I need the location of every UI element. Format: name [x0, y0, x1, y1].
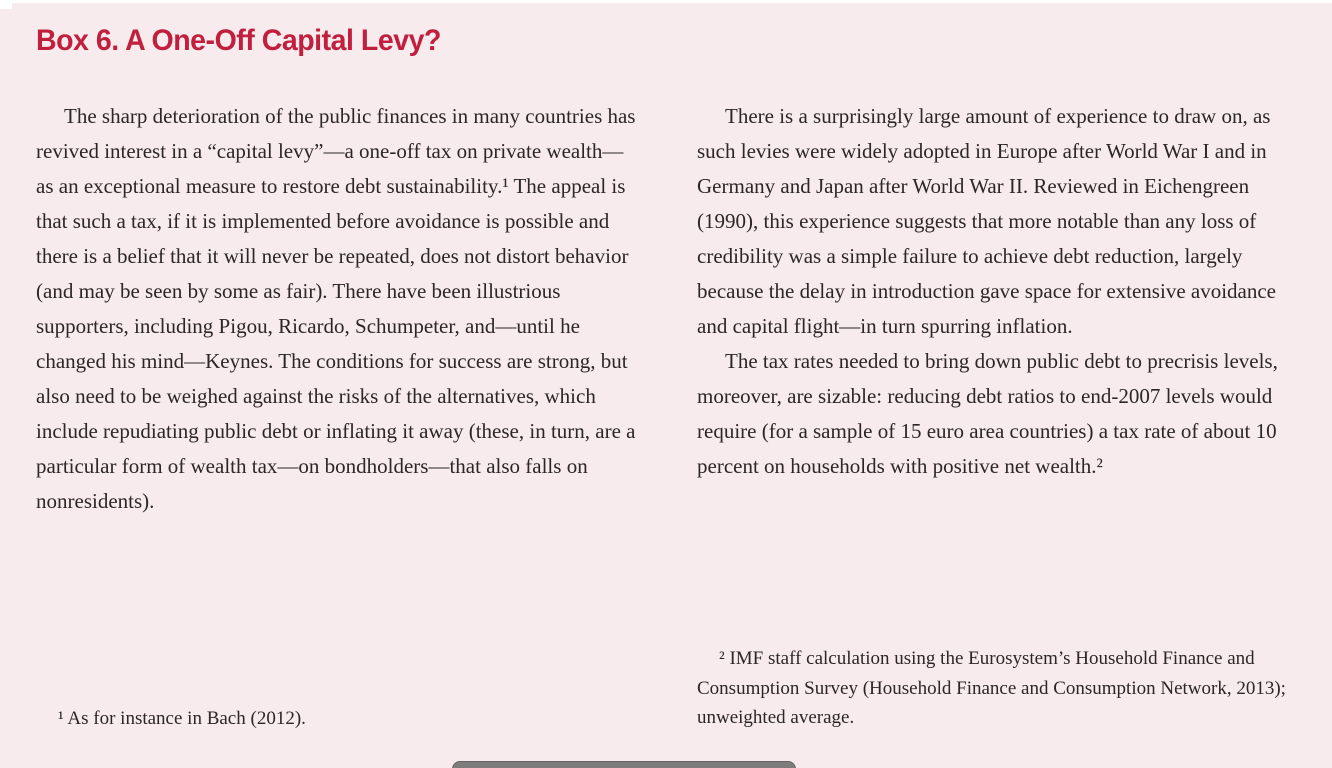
page-top-left-margin — [0, 0, 12, 9]
left-column — [36, 99, 637, 519]
page-top-margin — [0, 0, 1332, 3]
next-box-top-edge — [452, 761, 796, 768]
right-column-paragraph-2: The tax rates needed to bring down public debt to precrisis levels, moreover, are sizable: reducing debt ratios to end-2007 levels would require (for a sample of 15 euro area countries) a tax rate of about 10 percent on households with positive net wealth.² — [697, 349, 1278, 478]
right-column — [697, 99, 1298, 484]
footnote-2: ² IMF staff calculation using the Eurosystem’s Household Finance and Consumption Survey (Household Finance and Consumption Network, 2013); unweighted average. — [697, 648, 1286, 728]
footnote-1: ¹ As for instance in Bach (2012). — [58, 708, 306, 729]
right-column-paragraph-1: There is a surprisingly large amount of experience to draw on, as such levies were widely adopted in Europe after World War I and in Germany and Japan after World War II. Reviewed in Eichengreen (1990), this experience suggests that more notable than any loss of credibility was a simple failure to achieve debt reduction, largely because the delay in introduction gave space for extensive avoidance and capital flight—in turn spurring inflation. — [697, 104, 1277, 338]
left-column-paragraph: The sharp deterioration of the public finances in many countries has revived interest in a “capital levy”—a one-off tax on private wealth—as an exceptional measure to restore debt sustainability.¹ The appeal is that such a tax, if it is implemented before avoidance is possible and there is a belief that it will never be repeated, does not distort behavior (and may be seen by some as fair). There have been illustrious supporters, including Pigou, Ricardo, Schumpeter, and—until he changed his mind—Keynes. The conditions for success are strong, but also need to be weighed against the risks of the alternatives, which include repudiating public debt or inflating it away (these, in turn, are a particular form of wealth tax—on bondholders—that also falls on nonresidents). — [36, 104, 636, 513]
box-title: Box 6. A One-Off Capital Levy? — [36, 24, 441, 57]
